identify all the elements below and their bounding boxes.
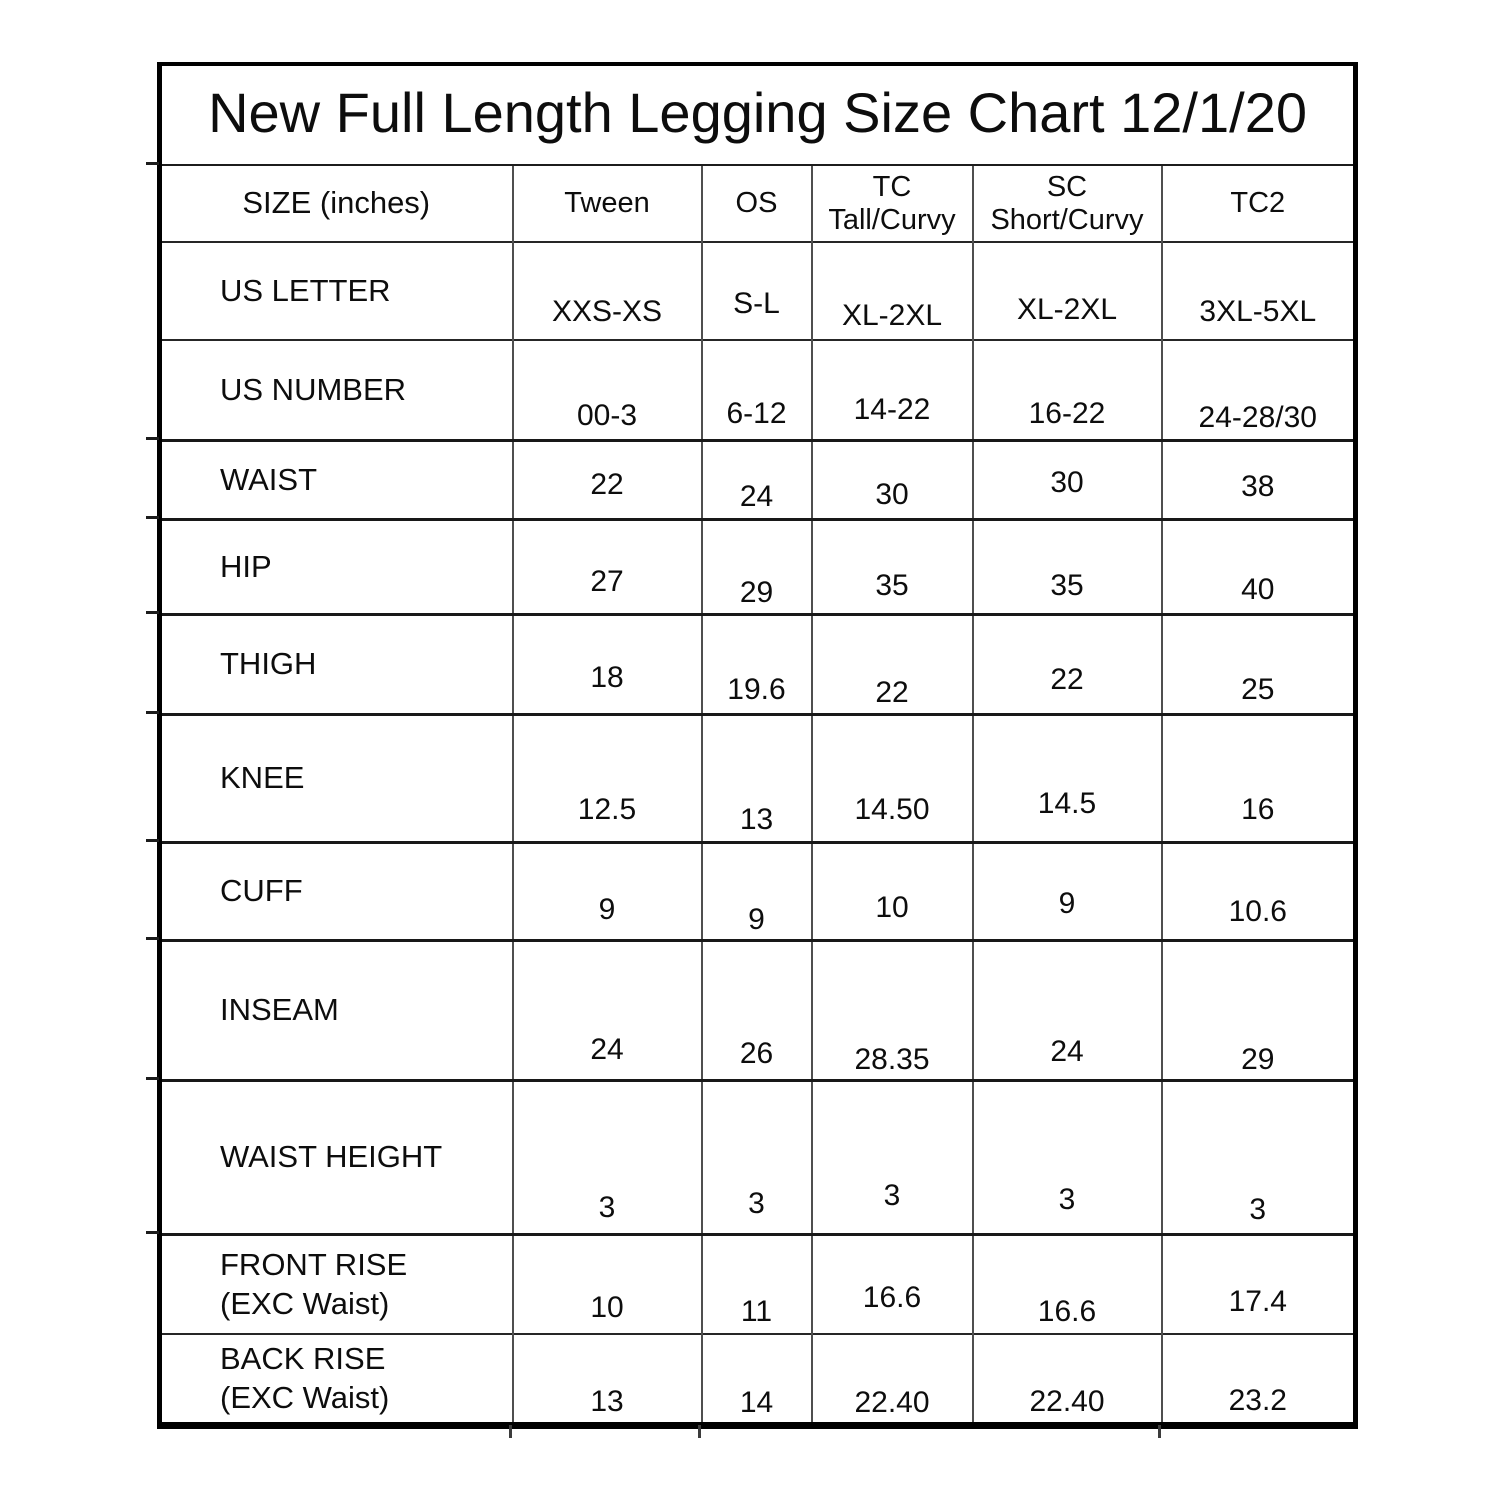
table-cell: 22.40 [973, 1334, 1162, 1425]
table-row-cuff [160, 842, 1356, 940]
row-label: KNEE [160, 714, 513, 842]
table-cell: 17.4 [1162, 1234, 1356, 1334]
table-cell: 12.5 [513, 714, 702, 842]
table-cell: XL-2XL [812, 242, 973, 340]
column-header-tc2: TC2 [1162, 165, 1356, 242]
row-label: FRONT RISE (EXC Waist) [160, 1234, 513, 1334]
row-label: WAIST [160, 440, 513, 519]
table-cell: 9 [702, 842, 812, 940]
table-cell: 24 [973, 940, 1162, 1080]
line-artifact [146, 1231, 159, 1234]
row-label: WAIST HEIGHT [160, 1080, 513, 1234]
line-artifact [146, 839, 159, 842]
table-cell: 22 [812, 614, 973, 714]
row-label: CUFF [160, 842, 513, 940]
title-row [160, 64, 1356, 165]
table-cell: 16-22 [973, 340, 1162, 440]
table-cell: 19.6 [702, 614, 812, 714]
header-row [160, 165, 1356, 242]
table-cell: 14.5 [973, 714, 1162, 842]
chart-title: New Full Length Legging Size Chart 12/1/20 [160, 64, 1356, 165]
table-cell: 16 [1162, 714, 1356, 842]
table-cell: 18 [513, 614, 702, 714]
table-cell: 29 [702, 519, 812, 614]
row-label: THIGH [160, 614, 513, 714]
table-cell: 13 [513, 1334, 702, 1425]
line-artifact [1158, 1425, 1161, 1438]
row-label: INSEAM [160, 940, 513, 1080]
line-artifact [146, 937, 159, 940]
column-header-sc: SC Short/Curvy [973, 165, 1162, 242]
size-chart-table [157, 62, 1358, 1429]
table-cell: 24 [513, 940, 702, 1080]
table-cell: 9 [973, 842, 1162, 940]
table-cell: 3XL-5XL [1162, 242, 1356, 340]
table-cell: 22 [973, 614, 1162, 714]
table-cell: 16.6 [812, 1234, 973, 1334]
row-label: HIP [160, 519, 513, 614]
table-cell: 30 [973, 440, 1162, 519]
table-cell: 29 [1162, 940, 1356, 1080]
table-cell: 10 [513, 1234, 702, 1334]
line-artifact [698, 1425, 701, 1438]
column-header-os: OS [702, 165, 812, 242]
table-row-thigh [160, 614, 1356, 714]
line-artifact [146, 711, 159, 714]
table-cell: 00-3 [513, 340, 702, 440]
table-row-front-rise [160, 1234, 1356, 1334]
table-cell: 25 [1162, 614, 1356, 714]
table-row-hip [160, 519, 1356, 614]
table-cell: 16.6 [973, 1234, 1162, 1334]
table-row-knee [160, 714, 1356, 842]
table-cell: 24-28/30 [1162, 340, 1356, 440]
line-artifact [146, 1077, 159, 1080]
line-artifact [146, 611, 159, 614]
table-row-back-rise [160, 1334, 1356, 1425]
table-cell: 6-12 [702, 340, 812, 440]
row-label: US NUMBER [160, 340, 513, 440]
table-cell: 14-22 [812, 340, 973, 440]
table-cell: 27 [513, 519, 702, 614]
table-row-waist [160, 440, 1356, 519]
table-cell: 10 [812, 842, 973, 940]
table-cell: 35 [973, 519, 1162, 614]
column-header-tween: Tween [513, 165, 702, 242]
table-cell: 40 [1162, 519, 1356, 614]
line-artifact [509, 1425, 512, 1438]
table-cell: 14.50 [812, 714, 973, 842]
table-cell: 22.40 [812, 1334, 973, 1425]
table-cell: 13 [702, 714, 812, 842]
table-cell: 22 [513, 440, 702, 519]
table-cell: 3 [702, 1080, 812, 1234]
table-cell: 38 [1162, 440, 1356, 519]
table-cell: 3 [1162, 1080, 1356, 1234]
table-row-waist-height [160, 1080, 1356, 1234]
table-cell: 10.6 [1162, 842, 1356, 940]
table-cell: 3 [973, 1080, 1162, 1234]
row-label: US LETTER [160, 242, 513, 340]
table-row-us-number [160, 340, 1356, 440]
table-cell: S-L [702, 242, 812, 340]
column-header-tc: TC Tall/Curvy [812, 165, 973, 242]
line-artifact [146, 437, 159, 440]
table-cell: 24 [702, 440, 812, 519]
table-cell: 14 [702, 1334, 812, 1425]
table-cell: 28.35 [812, 940, 973, 1080]
corner-header: SIZE (inches) [242, 185, 431, 221]
table-cell: XL-2XL [973, 242, 1162, 340]
table-cell: 30 [812, 440, 973, 519]
table-row-inseam [160, 940, 1356, 1080]
table-cell: XXS-XS [513, 242, 702, 340]
table-cell: 26 [702, 940, 812, 1080]
table-cell: 9 [513, 842, 702, 940]
line-artifact [146, 162, 159, 165]
table-cell: 3 [513, 1080, 702, 1234]
line-artifact [146, 516, 159, 519]
table-cell: 3 [812, 1080, 973, 1234]
table-cell: 35 [812, 519, 973, 614]
row-label: BACK RISE (EXC Waist) [160, 1334, 513, 1425]
table-row-us-letter [160, 242, 1356, 340]
table-cell: 11 [702, 1234, 812, 1334]
table-cell: 23.2 [1162, 1334, 1356, 1425]
